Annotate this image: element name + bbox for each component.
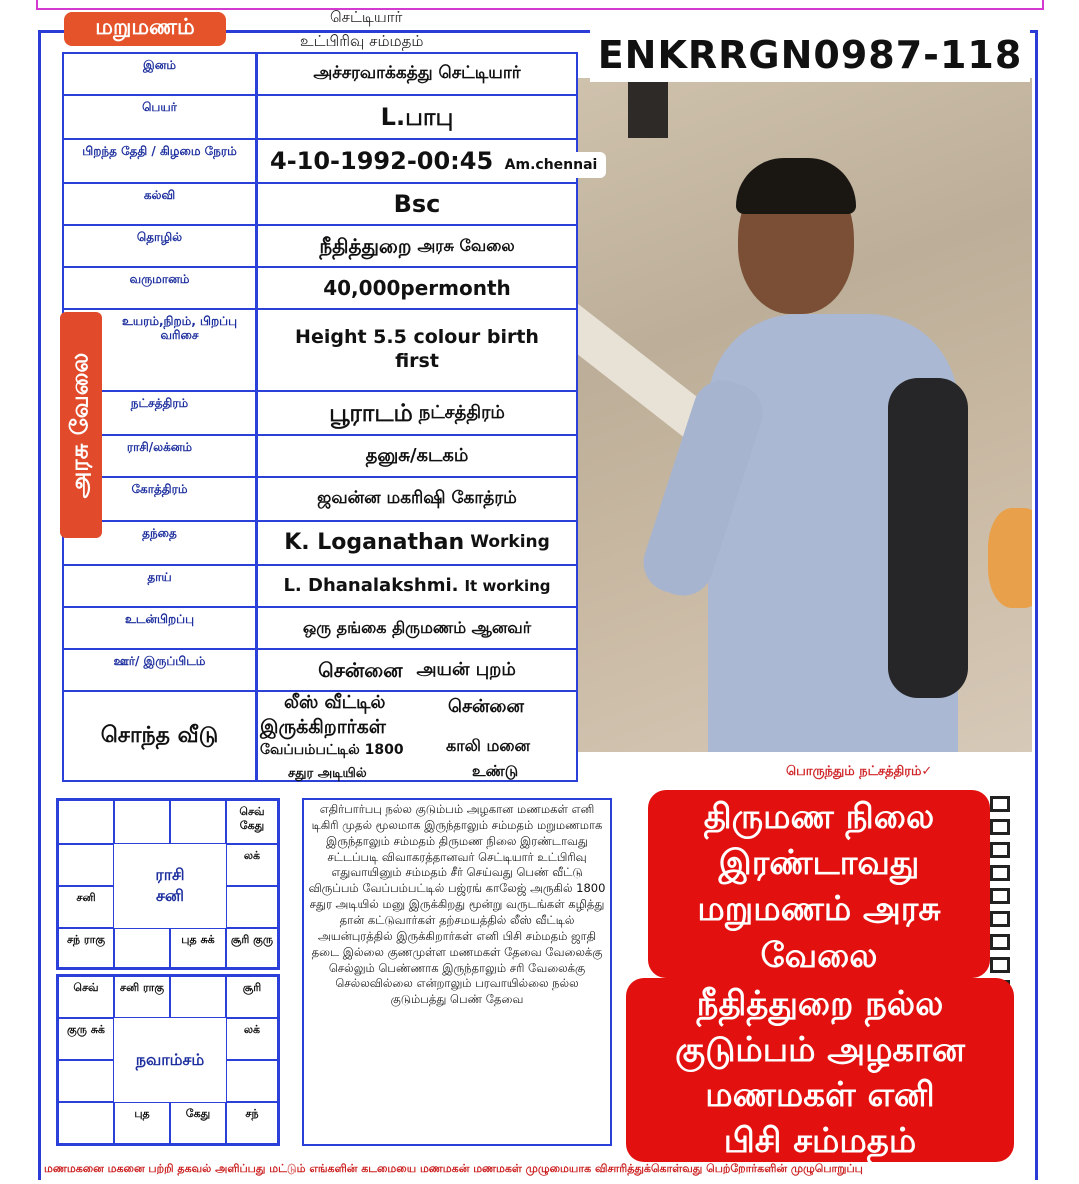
row-value (258, 650, 576, 690)
navamsa-title: நவாம்சம் (135, 1049, 205, 1069)
row-value: அச்சரவாக்கத்து செட்டியார் (313, 63, 521, 84)
chart-cell (58, 1060, 114, 1102)
table-row (62, 52, 578, 96)
highlight-line: குடும்பம் அழகான (675, 1029, 965, 1070)
government-job-label: அரசு வேலை (65, 352, 94, 498)
chart-cell (114, 928, 170, 968)
row-label: ராசி/லக்னம் (64, 436, 258, 476)
checkbox (990, 865, 1010, 881)
highlight-line: நீதித்துறை நல்ல (696, 984, 944, 1024)
highlight-line: மணமகள் எனி (705, 1075, 935, 1116)
row-label: உயரம்,நிறம், பிறப்பு வரிசை (64, 310, 258, 390)
table-row (62, 94, 578, 140)
photo-background-person (628, 78, 668, 138)
table-row (62, 520, 578, 566)
occupation-extra: அரசு வேலை (417, 236, 515, 255)
table-row (62, 266, 578, 310)
chart-cell (58, 844, 114, 886)
property-value (258, 692, 576, 780)
photo-flower (988, 508, 1032, 608)
highlight-line: திருமண நிலை (703, 797, 935, 837)
checkbox (990, 842, 1010, 858)
profile-photo (578, 78, 1032, 752)
row-label: வருமானம் (64, 268, 258, 308)
property-line3: வேப்பம்பட்டில் 1800 (260, 742, 404, 758)
chart-cell: புத சுக் (170, 928, 226, 968)
property-line1: லீஸ் வீட்டில் (284, 692, 386, 713)
table-row (62, 476, 578, 522)
row-label: உடன்பிறப்பு (64, 608, 258, 648)
chart-cell: லக் (226, 1018, 278, 1060)
checkbox (990, 957, 1010, 973)
chart-cell (170, 800, 226, 844)
row-value (258, 522, 576, 564)
star-extra: நட்சத்திரம் (418, 401, 505, 423)
remarriage-badge: மறுமணம் (64, 12, 226, 46)
row-label: கோத்திரம் (64, 478, 258, 520)
chart-cell (58, 800, 114, 844)
government-job-tag (60, 312, 102, 538)
navamsa-chart-center (114, 1018, 226, 1102)
chart-cell (226, 1060, 278, 1102)
row-value: L.பாபு (380, 103, 454, 131)
property-line3b: காலி மனை (446, 736, 530, 755)
row-label: ஊர்/ இருப்பிடம் (64, 650, 258, 690)
row-value: தனுசு/கடகம் (365, 444, 469, 466)
table-row (62, 564, 578, 608)
row-value: Bsc (393, 190, 441, 218)
father-value: K. Loganathan (284, 530, 465, 556)
row-label: தந்தை (64, 522, 258, 564)
expectation-highlight (626, 978, 1014, 1162)
star-value: பூராடம் (329, 399, 413, 427)
rasi-title: ராசி (155, 865, 185, 884)
rasi-chart (56, 798, 280, 970)
chart-cell: செவ் கேது (226, 800, 278, 844)
table-row (62, 434, 578, 478)
highlight-line: பிசி சம்மதம் (723, 1120, 917, 1161)
row-value: ஜவன்ன மகரிஷி கோத்ரம் (317, 488, 517, 509)
chart-cell: செவ் (58, 976, 114, 1018)
property-line4: சதுர அடியில் (288, 766, 367, 781)
mother-extra: It working (464, 576, 551, 595)
chart-cell (170, 976, 226, 1018)
birth-place: Am.chennai (496, 152, 606, 178)
chart-cell: கேது (170, 1102, 226, 1144)
checkbox (990, 796, 1010, 812)
row-value (258, 392, 576, 434)
disclaimer-footer: மணமகனை மகனை பற்றி தகவல் அளிப்பது மட்டும் எங்களின் கடமையை மணமகன் மணமகள் முழுமையாக விசாரித்துக்கொள்வது பெற்றோர்களின் முழுபொறுப்பு (44, 1162, 863, 1175)
row-value: ஒரு தங்கை திருமணம் ஆனவர் (302, 618, 532, 637)
property-label: சொந்த வீடு (64, 692, 258, 780)
matching-stars-heading: பொருந்தும் நட்சத்திரம்✓ (786, 764, 933, 779)
top-border-strip (36, 0, 1044, 10)
description-text: எதிர்பார்பபு நல்ல குடும்பம் அழகான மணமகள் எனி டிகிரி முதல் மூலமாக இருந்தாலும் சம்மதம் மறுமணமாக இருந்தாலும் சம்மதம் திருமண நிலை இரண்டாவது சட்டப்படி விவாகரத்தானவர் செட்டியார் உட்பிரிவு எதுவாயினும் சம்மதம் சீர் செய்வது பெண் வீட்டு விருப்பம் வேப்பம்பட்டில் பஜ்ரங் காலேஜ் அருகில் 1800 சதுர அடியில் மனு இருக்கிறது மூன்று வருடங்கள் கழித்து தான் கட்டுவார்கள் தற்சமயத்தில் லீஸ் வீட்டில் அயன்புரத்தில் இருக்கிறார்கள் எனி பிசி சம்மதம் ஜாதி தடை இல்லை குணமுள்ள மணமகள் தேவை வேலைக்கு செல்லும் பெண்ணாக இருந்தாலும் சரி வேலைக்கு செல்லவில்லை என்றாலும் பரவாயில்லை நல்ல குடும்பத்து பெண் தேவை (302, 798, 612, 1146)
highlight-line: இரண்டாவது (718, 843, 920, 884)
highlight-line: மறுமணம் அரசு (697, 889, 941, 930)
property-line2: இருக்கிறார்கள் (260, 716, 386, 738)
row-label: தொழில் (64, 226, 258, 266)
place-value: சென்னை (318, 657, 403, 682)
chart-cell (58, 1102, 114, 1144)
highlight-line: வேலை (760, 935, 878, 976)
row-value: 4-10-1992-00:45 (270, 147, 494, 175)
photo-hair (736, 158, 856, 214)
row-value (258, 226, 576, 266)
table-row (62, 224, 578, 268)
table-row (62, 308, 578, 392)
photo-backpack (888, 378, 968, 698)
chart-cell: சூரி குரு (226, 928, 278, 968)
rasi-chart-center (114, 844, 226, 928)
navamsa-chart (56, 974, 280, 1146)
checkbox (990, 934, 1010, 950)
row-value (258, 566, 576, 606)
chart-cell: குரு சுக் (58, 1018, 114, 1060)
checkbox (990, 888, 1010, 904)
row-label: இனம் (64, 54, 258, 94)
place-extra: அயன் புறம் (416, 658, 516, 680)
marital-status-highlight (648, 790, 990, 978)
chart-cell (114, 800, 170, 844)
row-label: தாய் (64, 566, 258, 606)
chart-cell: புத (114, 1102, 170, 1144)
row-label: பெயர் (64, 96, 258, 138)
father-extra: Working (470, 532, 550, 553)
row-value: 40,000permonth (323, 275, 511, 300)
table-row (62, 648, 578, 692)
property-line1b: சென்னை (448, 696, 524, 717)
table-row (62, 390, 578, 436)
occupation-value: நீதித்துறை (319, 233, 412, 258)
checkbox (990, 911, 1010, 927)
row-value: Height 5.5 colour birth first (295, 326, 539, 372)
table-row (62, 606, 578, 650)
rasi-subtitle: சனி (156, 886, 184, 905)
row-label: கல்வி (64, 184, 258, 224)
row-label: நட்சத்திரம் (64, 392, 258, 434)
checkbox (990, 819, 1010, 835)
chart-cell (226, 886, 278, 928)
caste-line-2: உட்பிரிவு சம்மதம் (300, 32, 424, 50)
registration-number: ENKRRGN0987-118 (590, 28, 1030, 82)
chart-cell: சனி (58, 886, 114, 928)
table-row (62, 182, 578, 226)
mother-value: L. Dhanalakshmi. (283, 574, 459, 596)
property-line4b: உண்டு (472, 762, 519, 780)
caste-line-1: செட்டியார் (330, 8, 403, 26)
chart-cell: சனி ராகு (114, 976, 170, 1018)
row-label: பிறந்த தேதி / கிழமை நேரம் (64, 140, 258, 182)
chart-cell: சந் (226, 1102, 278, 1144)
property-row (62, 690, 578, 782)
chart-cell: சூரி (226, 976, 278, 1018)
chart-cell: சந் ராகு (58, 928, 114, 968)
chart-cell: லக் (226, 844, 278, 886)
